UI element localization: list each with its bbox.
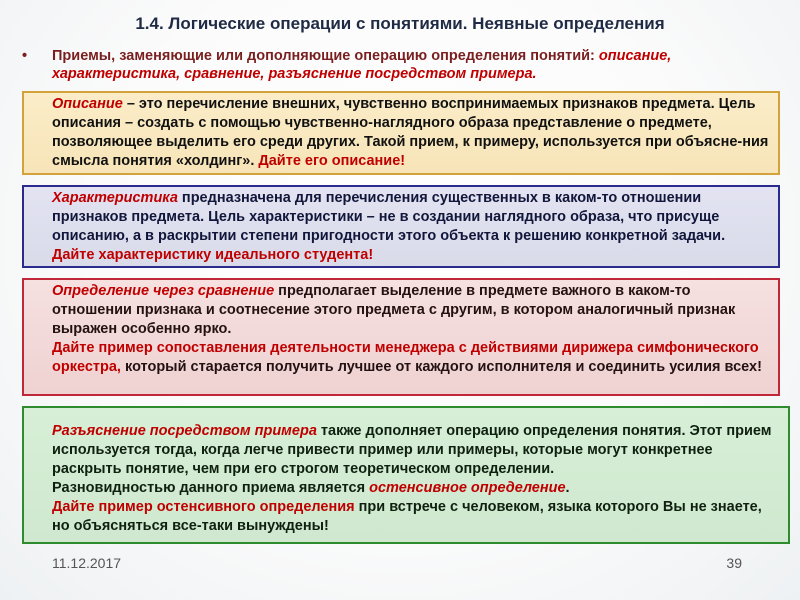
comparison-task-paragraph bbox=[30, 339, 772, 377]
characteristic-task: Дайте характеристику идеального студента! bbox=[52, 247, 374, 263]
example-task-paragraph bbox=[30, 498, 782, 536]
example-task-rest: при встрече с человеком, языка которого Вы не знаете, но объясняться все-таки вынуждены! bbox=[52, 499, 762, 534]
bullet-marker: • bbox=[22, 48, 28, 64]
bullet-text: Приемы, заменяющие или дополняющие операцию определения понятий: bbox=[52, 48, 599, 64]
description-term: Описание bbox=[52, 96, 123, 112]
description-paragraph bbox=[30, 95, 772, 171]
slide-title: 1.4. Логические операции с понятиями. Неявные определения bbox=[135, 14, 665, 33]
footer-page-number: 39 bbox=[726, 555, 742, 571]
variety-term: остенсивное определение bbox=[369, 480, 566, 496]
bullet-text-wrap bbox=[22, 47, 762, 83]
footer-date: 11.12.2017 bbox=[52, 555, 122, 571]
example-term: Разъяснение посредством примера bbox=[52, 423, 317, 439]
comparison-task-rest: который старается получить лучшее от каждого исполнителя и соединить усилия всех! bbox=[120, 359, 762, 375]
characteristic-term: Характеристика bbox=[52, 190, 178, 206]
characteristic-paragraph bbox=[30, 189, 772, 246]
description-task: Дайте его описание! bbox=[258, 153, 406, 169]
description-text: – это перечисление внешних, чувственно воспринимаемых признаков предмета. Цель описания – создать с помощью чувственно-наглядного образа представление о предмете, позволяющее выделить его среди других. Такой прием, к примеру, используется при объясне-ния смысла понятия «холдинг». bbox=[52, 96, 769, 169]
bullet-highlight: описание, характеристика, сравнение, разъяснение посредством примера. bbox=[52, 48, 672, 82]
characteristic-box bbox=[22, 185, 780, 268]
comparison-box bbox=[22, 278, 780, 396]
example-box bbox=[22, 406, 790, 544]
comparison-text: предполагает выделение в предмете важного в каком-то отношении признака и соотнесение этого предмета с другим, в котором аналогичный признак выражен особенно ярко. bbox=[52, 283, 736, 337]
example-text: также дополняет операцию определения понятия. Этот прием используется тогда, когда легче привести пример или примеры, которые могут конкретнее раскрыть понятие, чем при его строгом теоретическом определении. bbox=[52, 423, 772, 477]
example-paragraph bbox=[30, 422, 782, 479]
comparison-term: Определение через сравнение bbox=[52, 283, 275, 299]
intro-bullet bbox=[22, 47, 762, 83]
description-box bbox=[22, 91, 780, 175]
characteristic-text: предназначена для перечисления существенных в каком-то отношении признаков предмета. Цель характеристики – не в создании наглядного образа, что присуще описанию, а в раскрытии степени пригодности этого объекта к решению конкретной задачи. bbox=[52, 190, 726, 244]
comparison-paragraph bbox=[30, 282, 772, 339]
variety-suffix: . bbox=[565, 480, 570, 496]
example-variety bbox=[30, 479, 782, 498]
variety-prefix: Разновидностью данного приема является bbox=[52, 480, 370, 496]
comparison-task: Дайте пример сопоставления деятельности менеджера с действиями дирижера симфонического оркестра, bbox=[52, 340, 759, 375]
example-task: Дайте пример остенсивного определения bbox=[52, 499, 355, 515]
